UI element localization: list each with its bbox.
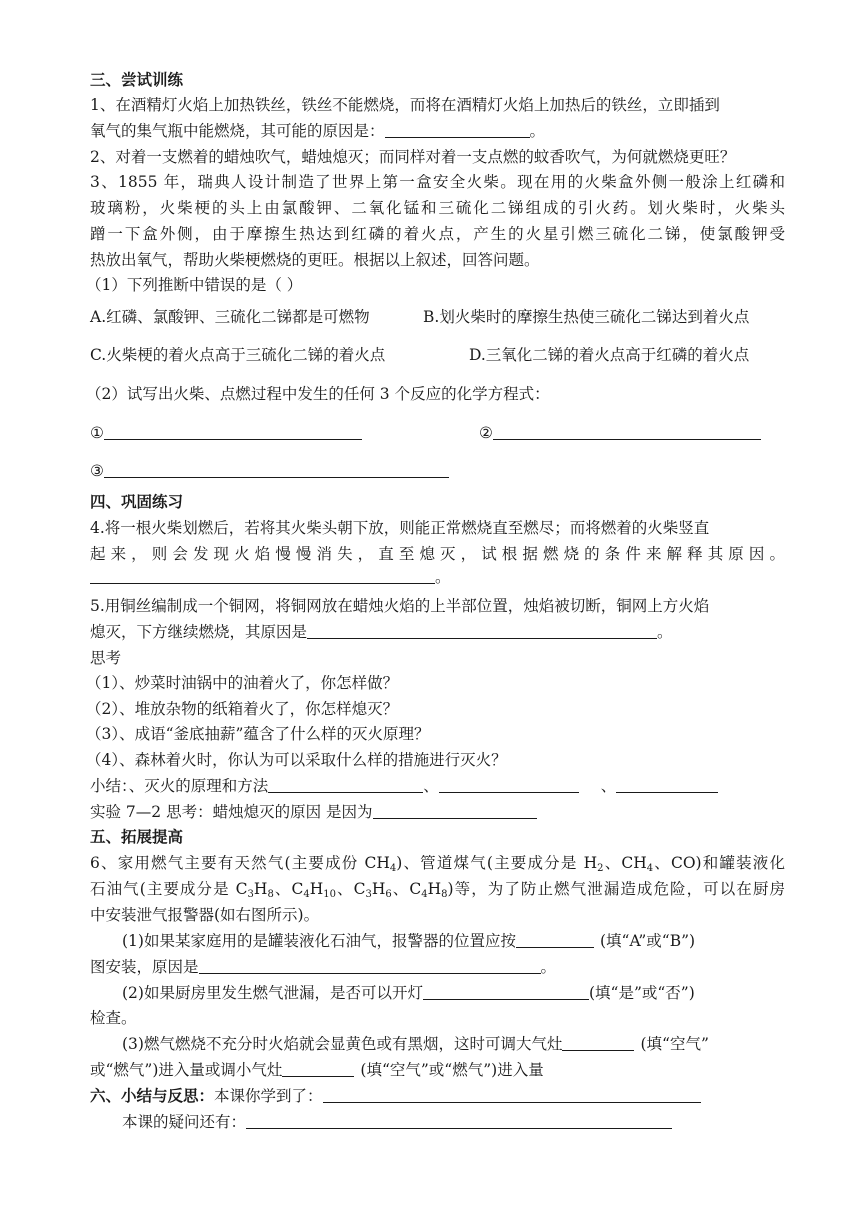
question-3-line-1: 3、1855 年，瑞典人设计制造了世界上第一盒安全火柴。现在用的火柴盒外侧一般涂上红磷和 [90,173,785,191]
answer-blank[interactable] [385,121,530,138]
question-5-line-2: 熄灭，下方继续燃烧，其原因是 。 [90,623,673,641]
question-6-part-1-line-1: (1)如果某家庭用的是罐装液化石油气，报警器的位置应按 (填“A”或“B”) [122,932,696,950]
question-3-line-2: 玻璃粉，火柴梗的头上由氯酸钾、二氧化锰和三硫化二锑组成的引火药。划火柴时，火柴头 [90,199,785,217]
section-5-title: 五、拓展提高 [90,828,184,846]
answer-blank[interactable] [516,931,594,948]
option-d: D.三氧化二锑的着火点高于红磷的着火点 [469,346,750,364]
summary-blank-2[interactable] [439,776,579,793]
think-label: 思考 [90,649,122,667]
equation-1: ① [90,421,362,445]
answer-blank[interactable] [423,983,589,1000]
question-3-line-3: 蹭一下盒外侧，由于摩擦生热达到红磷的着火点，产生的火星引燃三硫化二锑，使氯酸钾受 [90,225,785,243]
section-6-title: 六、小结与反思： [90,1087,215,1105]
question-3-part-1: （1）下列推断中错误的是（ ） [86,276,303,294]
think-3: （3）、成语“釜底抽薪”蕴含了什么样的灭火原理？ [86,725,430,743]
learned-blank[interactable] [323,1086,701,1103]
summary-line: 小结：、灭火的原理和方法 、 、 [90,774,718,798]
answer-blank[interactable] [199,957,541,974]
section-6-line-1: 六、小结与反思：本课你学到了： [90,1084,701,1108]
question-2: 2、对着一支燃着的蜡烛吹气，蜡烛熄灭；而同样对着一支点燃的蚊香吹气，为何就燃烧更旺？ [90,148,736,166]
section-6-line-2: 本课的疑问还有： [122,1110,672,1134]
experiment-line: 实验 7—2 思考：蜡烛熄灭的原因 是因为 [90,800,537,824]
question-6-line-3: 中安装泄气报警器(如右图所示)。 [90,906,320,924]
option-c: C.火柴梗的着火点高于三硫化二锑的着火点 [90,346,386,364]
question-4-line-2: 起来，则会发现火焰慢慢消失，直至熄灭，试根据燃烧的条件来解释其原因。 [90,545,785,563]
equation-3: ③ [90,459,449,483]
equation-2: ② [479,421,761,445]
doubts-blank[interactable] [246,1112,672,1129]
option-b: B.划火柴时的摩擦生热使三硫化二锑达到着火点 [423,308,750,326]
answer-blank[interactable] [562,1034,634,1051]
question-6-part-2-line-1: (2)如果厨房里发生燃气泄漏，是否可以开灯 (填“是”或“否”) [122,984,695,1002]
equation-1-blank[interactable] [104,423,362,440]
question-6-part-1-line-2: 图安装，原因是 。 [90,958,557,976]
summary-blank-1[interactable] [268,776,423,793]
question-4-line-3: 。 [90,565,451,589]
think-1: （1）、炒菜时油锅中的油着火了，你怎样做？ [86,674,399,692]
answer-blank[interactable] [307,622,657,639]
answer-blank[interactable] [282,1060,354,1077]
question-6-part-3-line-2: 或“燃气”)进入量或调小气灶 (填“空气”或“燃气”)进入量 [90,1061,544,1079]
summary-blank-3[interactable] [616,776,718,793]
experiment-blank[interactable] [373,802,537,819]
section-3-title: 三、尝试训练 [90,71,184,89]
answer-blank[interactable] [90,567,435,584]
think-2: （2）、堆放杂物的纸箱着火了，你怎样熄灭？ [86,700,399,718]
question-6-line-2: 石油气(主要成分是 $C_3H_8$、$C_4H_{10}$、$C_3H_6$、$C_4H_8$)等，为了防止燃气泄漏造成危险，可以在厨房 [90,880,785,900]
think-4: （4）、森林着火时，你认为可以采取什么样的措施进行灭火？ [86,751,507,769]
question-1-line-1: 1、在酒精灯火焰上加热铁丝，铁丝不能燃烧，而将在酒精灯火焰上加热后的铁丝，立即插到 [90,96,720,114]
question-4-line-1: 4.将一根火柴划燃后，若将其火柴头朝下放，则能正常燃烧直至燃尽；而将燃着的火柴竖直 [90,519,710,537]
question-6-part-2-line-2: 检查。 [90,1009,137,1027]
question-3-line-4: 热放出氧气，帮助火柴梗燃烧的更旺。根据以上叙述，回答问题。 [90,251,540,269]
question-5-line-1: 5.用铜丝编制成一个铜网，将铜网放在蜡烛火焰的上半部位置，烛焰被切断，铜网上方火焰 [90,597,710,615]
question-3-part-2: （2）试写出火柴、点燃过程中发生的任何 3 个反应的化学方程式： [86,385,550,403]
equation-2-blank[interactable] [493,423,761,440]
question-6-part-3-line-1: (3)燃气燃烧不充分时火焰就会显黄色或有黑烟，这时可调大气灶 (填“空气” [122,1035,709,1053]
question-6-line-1: 6、家用燃气主要有天然气(主要成份 $CH_4$)、管道煤气(主要成分是 $H_2$、$CH_4$、CO)和罐装液化 [90,854,785,874]
section-4-title: 四、巩固练习 [90,493,184,511]
equation-3-blank[interactable] [104,461,449,478]
question-1-line-2: 氧气的集气瓶中能燃烧，其可能的原因是： 。 [90,122,546,140]
option-a: A.红磷、氯酸钾、三硫化二锑都是可燃物 [90,308,370,326]
